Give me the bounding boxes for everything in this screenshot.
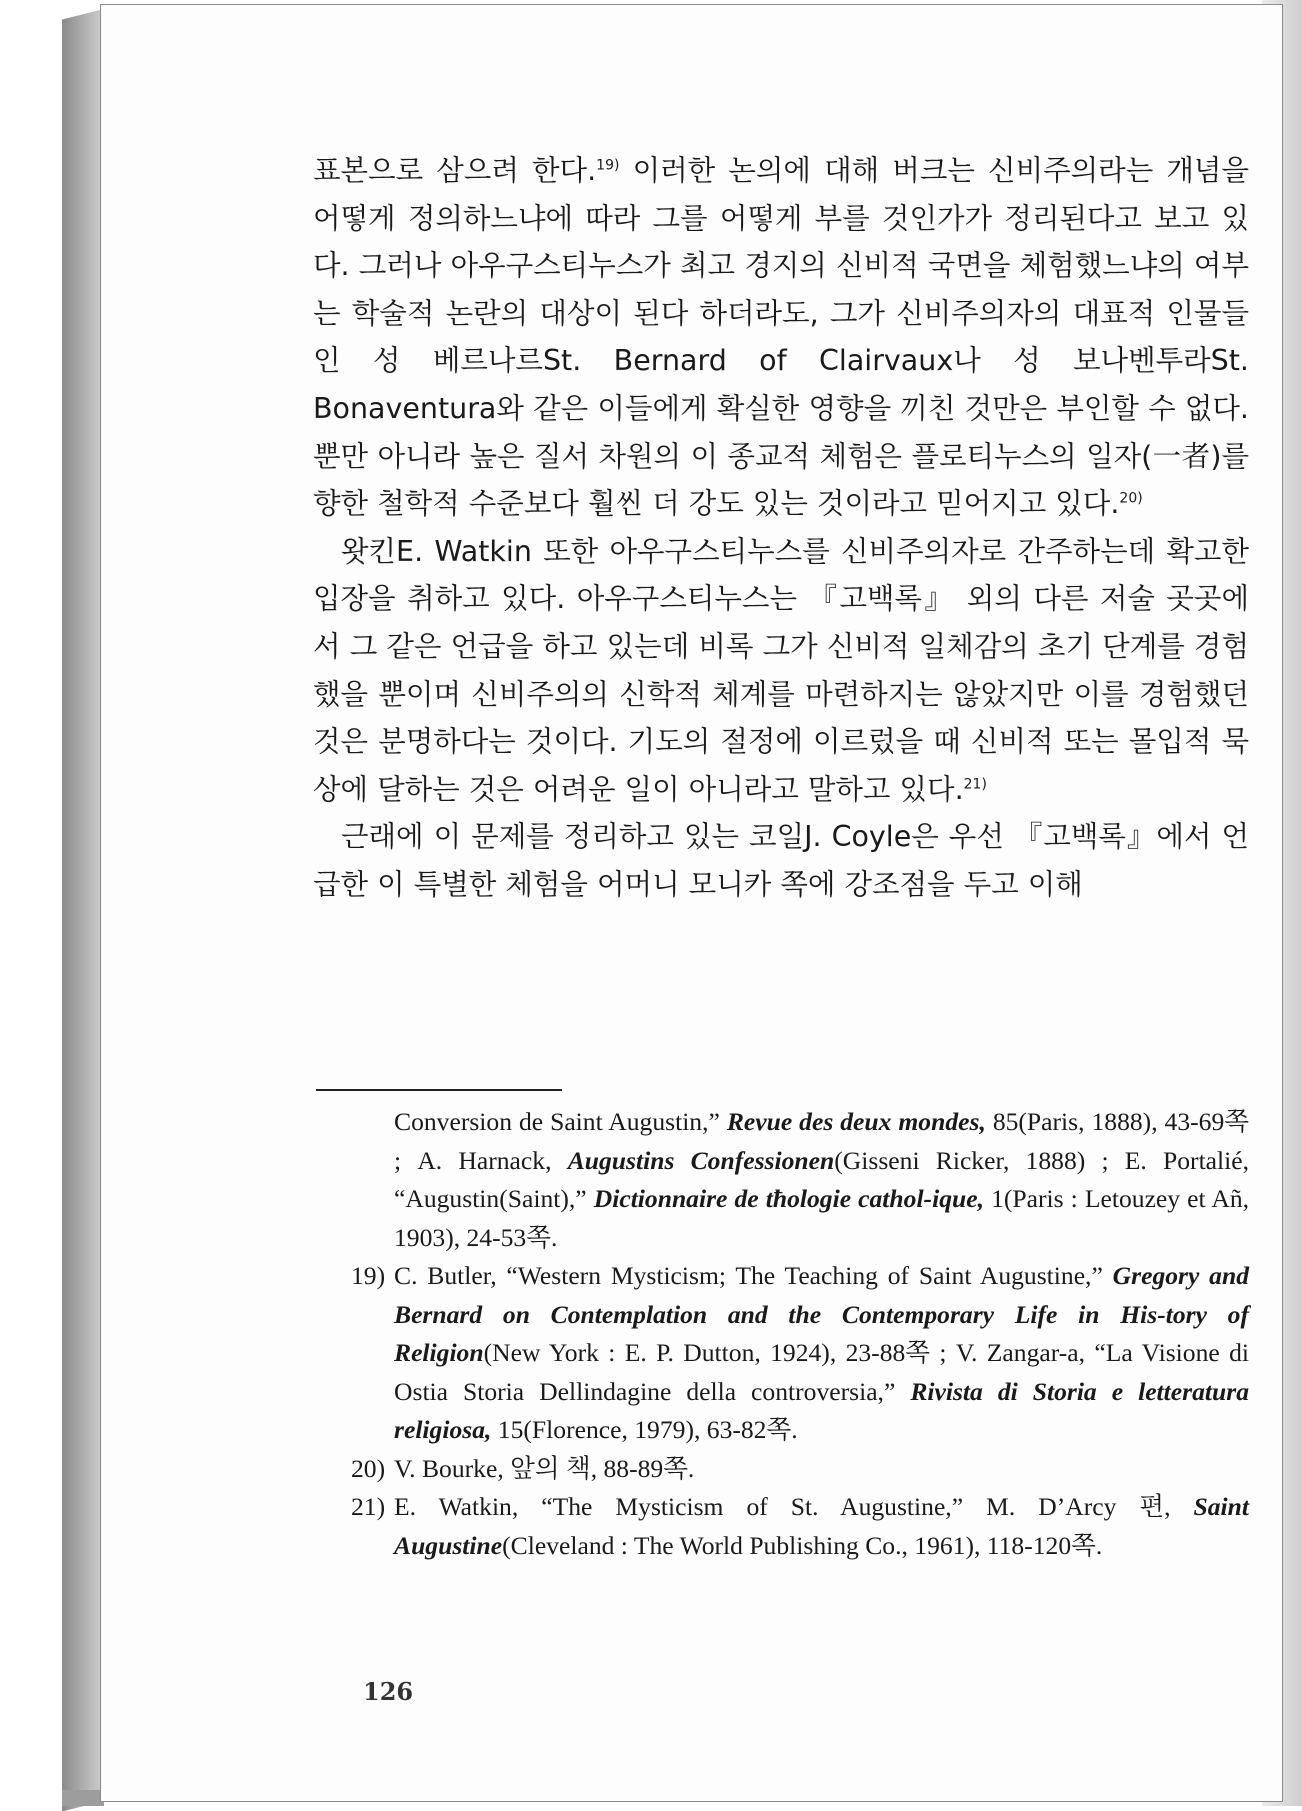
paragraph-3: 근래에 이 문제를 정리하고 있는 코일J. Coyle은 우선 『고백록』에서 언급한 이 특별한 체험을 어머니 모니카 쪽에 강조점을 두고 이해 xyxy=(313,820,1249,901)
footnote-number: 21) xyxy=(351,1492,386,1521)
book xyxy=(62,0,1287,1806)
page-number: 126 xyxy=(363,1677,414,1706)
paragraph-2: 왓킨E. Watkin 또한 아우구스티누스를 신비주의자로 간주하는데 확고한 입장을 취하고 있다. 아우구스티누스는 『고백록』 외의 다른 저술 곳곳에서 그 같은 언급을 하고 있는데 비록 그가 신비적 일체감의 초기 단계를 경험했을 뿐이며 신비주의의 신학적 체계를 마련하지는 않았지만 이를 경험했던 것은 분명하다는 것이다. 기도의 절정에 이르렀을 때 신비적 또는 몰입적 묵상에 달하는 것은 어려운 일이 아니라고 말하고 있다.$^{21)}$ xyxy=(313,534,1249,806)
book-page xyxy=(100,4,1283,1802)
book-spine-bottom xyxy=(62,1790,104,1806)
footnote-divider xyxy=(316,1089,562,1091)
footnote-ref-21[interactable]: 21) xyxy=(963,776,987,793)
footnote-21: 21) E. Watkin, “The Mysticism of St. Augustine,” M. D’Arcy 편, Saint Augustine(Cleveland : The World Publishing Co., 1961), 118-120쪽. xyxy=(351,1488,1249,1565)
paragraph-1: 표본으로 삼으려 한다.$^{19)}$ 이러한 논의에 대해 버크는 신비주의라는 개념을 어떻게 정의하느냐에 따라 그를 어떻게 부를 것인가가 정리된다고 보고 있다. 그러나 아우구스티누스가 최고 경지의 신비적 국면을 체험했느냐의 여부는 학술적 논란의 대상이 된다 하더라도, 그가 신비주의자의 대표적 인물들인 성 베르나르St. Bernard of Clairvaux나 성 보나벤투라St. Bonaventura와 같은 이들에게 확실한 영향을 끼친 것만은 부인할 수 없다. 뿐만 아니라 높은 질서 차원의 이 종교적 체험은 플로티누스의 일자(一者)를 향한 철학적 수준보다 훨씬 더 강도 있는 것이라고 믿어지고 있다.$^{20)}$ xyxy=(313,154,1249,521)
footnote-number: 19) xyxy=(351,1261,386,1290)
footnote-ref-19[interactable]: 19) xyxy=(596,157,620,174)
footnote-20: 20) V. Bourke, 앞의 책, 88-89쪽. xyxy=(351,1450,1249,1489)
footnote-number: 20) xyxy=(351,1453,386,1483)
footnote-continuation: Conversion de Saint Augustin,” Revue des deux mondes, 85(Paris, 1888), 43-69쪽 ; A. Harnack, Augustins Confessionen(Gisseni Ricker, 1888) ; E. Portalié, “Augustin(Saint),” Dictionnaire de tħologie cathol-ique, 1(Paris : Letouzey et Añ, 1903), 24-53쪽. xyxy=(394,1107,1250,1252)
book-spine xyxy=(62,10,100,1811)
footnote-ref-20[interactable]: 20) xyxy=(1119,490,1143,507)
footnote-19: 19) C. Butler, “Western Mysticism; The Teaching of Saint Augustine,” Gregory and Bernard on Contemplation and the Contemporary Life in His-tory of Religion(New York : E. P. Dutton, 1924), 23-88쪽 ; V. Zangar-a, “La Visione di Ostia Storia Dellindagine della controversia,” Rivista di Storia e letteratura religiosa, 15(Florence, 1979), 63-82쪽. xyxy=(351,1257,1249,1450)
footnotes xyxy=(351,1103,1249,1565)
body-text xyxy=(313,147,1249,909)
